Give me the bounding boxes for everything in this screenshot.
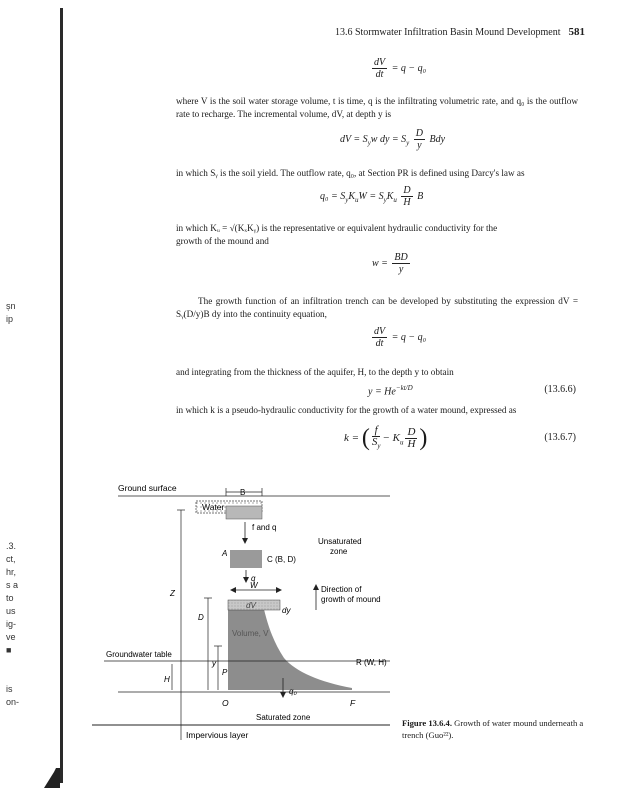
r-label: R (W, H) (356, 658, 387, 667)
paragraph-1: where V is the soil water storage volume, t is time, q is the infiltrating volumetric rate, and q₀ is the outflow rate to recharge. The incremental volume, dV, at depth y is (176, 96, 578, 119)
unsaturated-label: Unsaturated (318, 537, 362, 546)
dy-label: dy (282, 606, 291, 615)
equation-6-number: (13.6.6) (544, 384, 576, 395)
equation-6: $y = He^{-kt/D}$ (368, 384, 413, 398)
equation-3: $q_0 = S_yK_uW = S_yK_u$ $\frac{D}{H}$ B (320, 185, 424, 208)
dv-label: dV (246, 601, 256, 610)
w-label: W (250, 581, 258, 590)
equation-2: dV = $S_yw$ dy = $S_y$ $\frac{D}{y}$ Bdy (340, 128, 446, 151)
equation-1: $\frac{dV}{dt}$ = q − q₀ (374, 57, 427, 80)
mound-figure (0, 470, 618, 750)
water-label: Water (202, 502, 225, 512)
margin-fragment-bottom: is on- (6, 684, 20, 707)
saturated-label: Saturated zone (256, 713, 311, 722)
equation-7: k = ( $\frac{f}{S_y}$ − $K_u$ $\frac{D}{H}$ ) (344, 424, 428, 452)
q-label: q (251, 574, 256, 583)
trench-body (230, 550, 262, 568)
equation-7-number: (13.6.7) (544, 432, 576, 443)
impervious-label: Impervious layer (186, 730, 249, 740)
paragraph-2: in which Sᵧ is the soil yield. The outflow rate, q₀, at Section PR is defined using Darcy's law as (176, 168, 525, 178)
direction-label-1: Direction of (321, 585, 362, 594)
trench (226, 506, 262, 519)
margin-fragment-top: șn ip (6, 301, 16, 324)
header-section: 13.6 Stormwater Infiltration Basin Mound Development (334, 27, 561, 38)
a-label: A (222, 549, 228, 558)
direction-label-2: growth of mound (321, 595, 381, 604)
binding-mark (44, 768, 64, 788)
z-label: Z (170, 589, 175, 598)
y-label: y (212, 659, 216, 668)
paragraph-6: in which k is a pseudo-hydraulic conductivity for the growth of a water mound, expressed as (176, 405, 517, 415)
gw-table-label: Groundwater table (106, 650, 172, 659)
f-and-q-label: f and q (252, 523, 277, 532)
c-label: C (B, D) (267, 555, 296, 564)
volume-label: Volume, V (232, 629, 269, 638)
d-label: D (198, 613, 204, 622)
paragraph-3: in which Kᵤ = √(KₓKᵧ) is the representative or equivalent hydraulic conductivity for the growth of the mound and (176, 223, 498, 246)
margin-fragment-mid: .3. ct, hr, s a to us ig- ve ■ (6, 541, 19, 655)
q0-label: q₀ (289, 687, 297, 696)
ground-surface-label: Ground surface (118, 483, 177, 493)
equation-5: $\frac{dV}{dt}$ = q − q₀ (374, 326, 427, 349)
f-label: F (350, 698, 356, 708)
equation-4: w = $\frac{BD}{y}$ (372, 252, 408, 275)
page-number: 581 (568, 26, 585, 38)
o-label: O (222, 698, 229, 708)
figure-caption: Figure 13.6.4. Growth of water mound underneath a trench (Guo²²). (402, 718, 584, 740)
p-label: P (222, 668, 228, 677)
running-header (335, 26, 585, 38)
paragraph-4: The growth function of an infiltration trench can be developed by substituting the expression dV = Sᵧ(D/y)B dy into the continuity equation, (176, 296, 578, 319)
h-label: H (164, 675, 170, 684)
zone-label: zone (330, 547, 348, 556)
paragraph-5: and integrating from the thickness of the aquifer, H, to the depth y to obtain (176, 367, 454, 377)
b-label: B (240, 488, 246, 497)
